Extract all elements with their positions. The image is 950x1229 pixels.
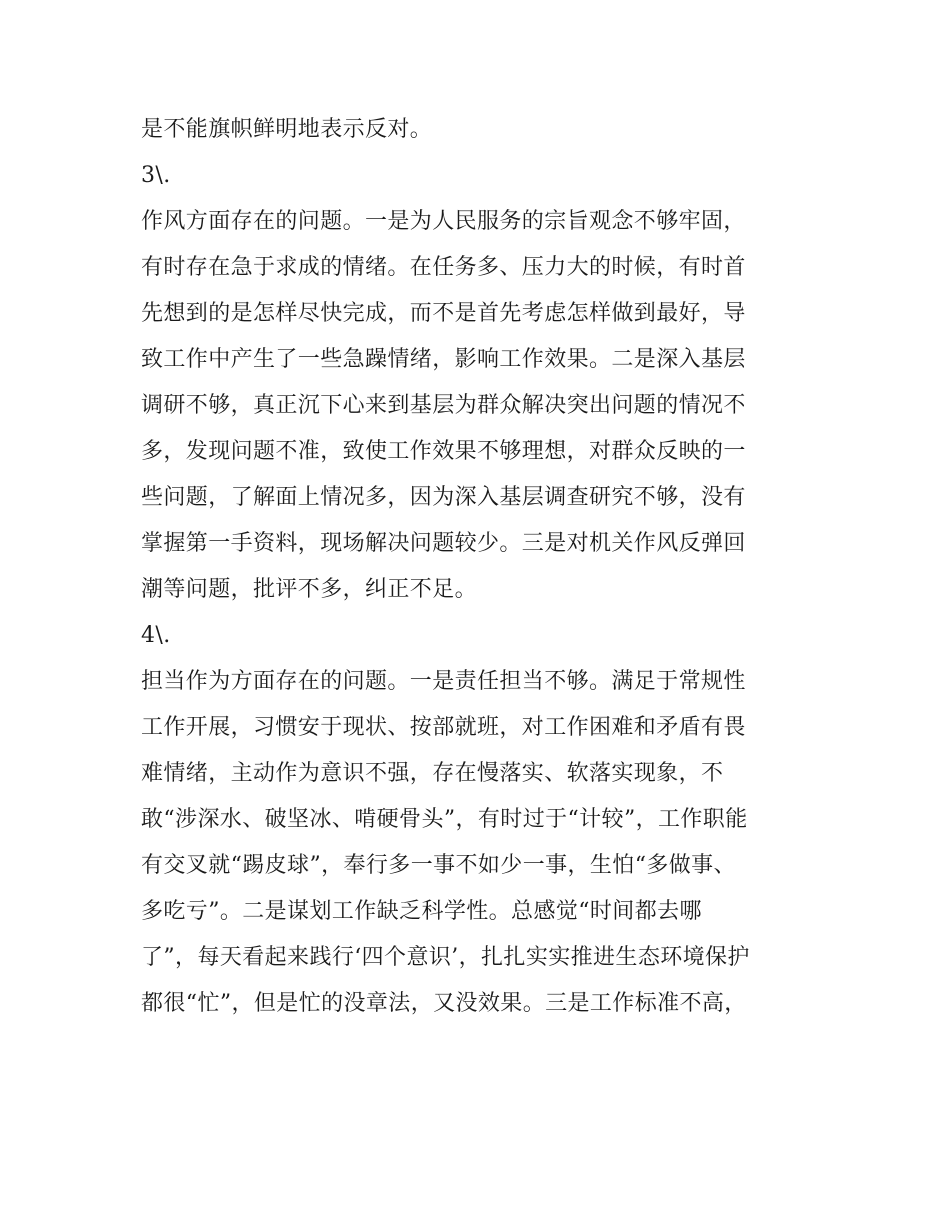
- text-line: 了”，每天看起来践行‘四个意识’，扎扎实实推进生态环境保护: [141, 945, 750, 970]
- text-line: 掌握第一手资料，现场解决问题较少。三是对机关作风反弹回: [141, 531, 746, 556]
- text-line: 些问题，了解面上情况多，因为深入基层调查研究不够，没有: [141, 485, 746, 510]
- text-line: 致工作中产生了一些急躁情绪，影响工作效果。二是深入基层: [141, 347, 746, 372]
- text-line: 潮等问题，批评不多，纠正不足。: [141, 577, 478, 602]
- text-line: 调研不够，真正沉下心来到基层为群众解决突出问题的情况不: [141, 393, 746, 418]
- text-line: 都很“忙”，但是忙的没章法，又没效果。三是工作标准不高，: [141, 991, 747, 1016]
- text-line: 有时存在急于求成的情绪。在任务多、压力大的时候，有时首: [141, 255, 746, 280]
- text-line: 是不能旗帜鲜明地表示反对。: [141, 117, 433, 142]
- text-line: 敢“涉深水、破坚冰、啃硬骨头”，有时过于“计较”，工作职能: [141, 807, 748, 832]
- text-line: 多，发现问题不准，致使工作效果不够理想，对群众反映的一: [141, 439, 746, 464]
- text-line: 多吃亏”。二是谋划工作缺乏科学性。总感觉“时间都去哪: [141, 899, 702, 924]
- text-line: 先想到的是怎样尽快完成，而不是首先考虑怎样做到最好，导: [141, 301, 746, 326]
- text-line: 难情绪，主动作为意识不强，存在慢落实、软落实现象，不: [141, 761, 724, 786]
- text-line: 有交叉就“踢皮球”，奉行多一事不如少一事，生怕“多做事、: [141, 853, 736, 878]
- text-line: 担当作为方面存在的问题。一是责任担当不够。满足于常规性: [141, 669, 746, 694]
- text-line: 作风方面存在的问题。一是为人民服务的宗旨观念不够牢固，: [141, 209, 746, 234]
- text-line: 工作开展，习惯安于现状、按部就班，对工作困难和矛盾有畏: [141, 715, 746, 740]
- section-number: 4\.: [141, 623, 171, 648]
- section-number: 3\.: [141, 163, 171, 188]
